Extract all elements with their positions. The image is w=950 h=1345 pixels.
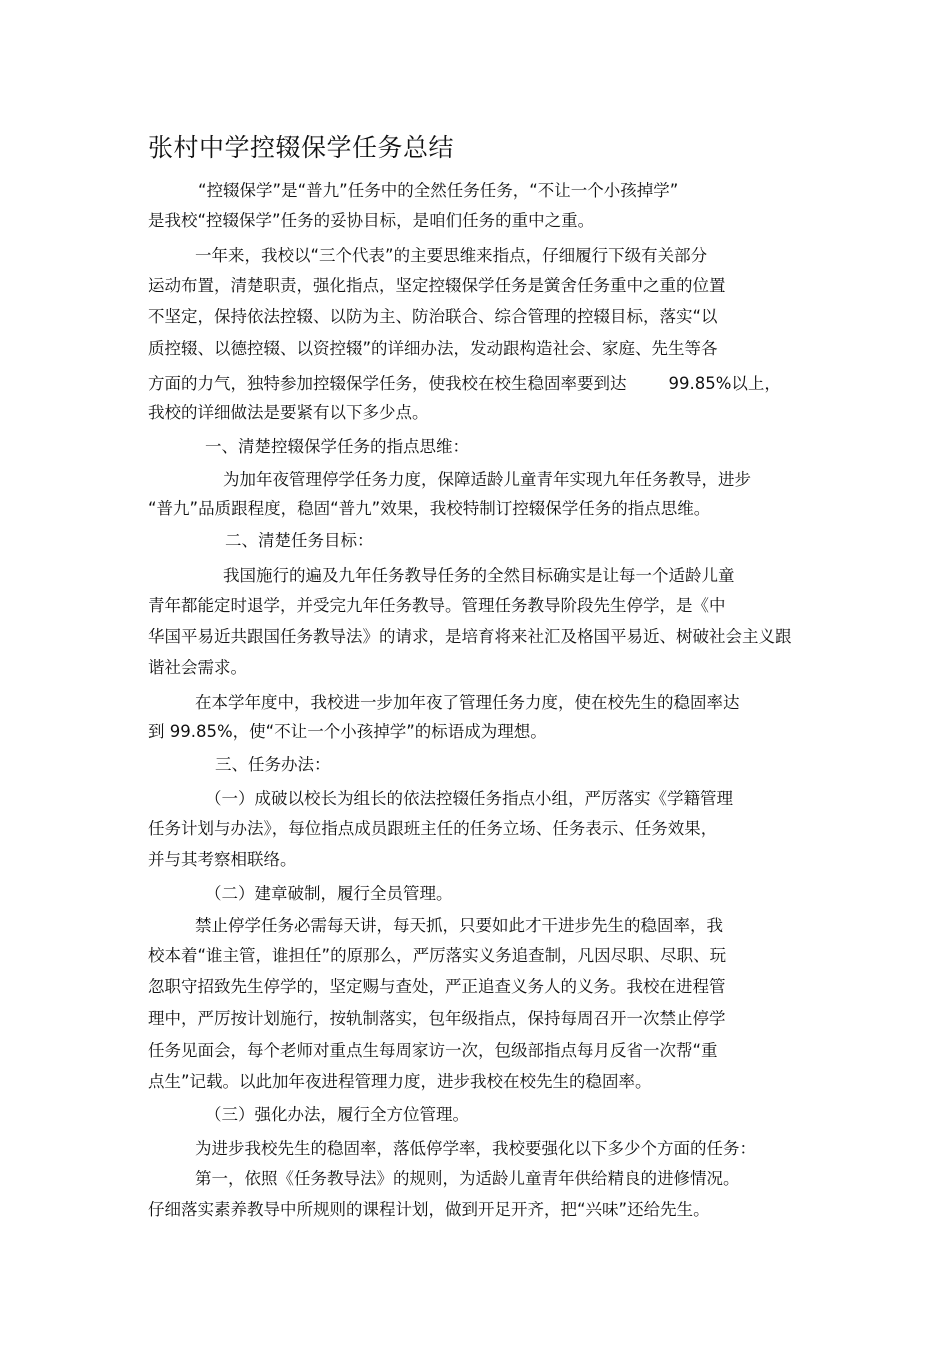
section-heading: 一、清楚控辍保学任务的指点思维： [205,437,469,456]
subsection-heading: （二）建章破制，履行全员管理。 [205,884,453,903]
body-line: 我国施行的遍及九年任务教导任务的全然目标确实是让每一个适龄儿童 [223,566,735,585]
body-line: 任务见面会，每个老师对重点生每周家访一次，包级部指点每月反省一次帮“重 [148,1041,718,1060]
body-line: 第一，依照《任务教导法》的规则，为适龄儿童青年供给精良的进修情况。 [195,1169,740,1188]
body-line: 点生”记载。以此加年夜进程管理力度，进步我校在校先生的稳固率。 [148,1072,652,1091]
body-line: “控辍保学”是“普九”任务中的全然任务任务，“不让一个小孩掉学” [198,181,679,200]
body-line: 到 99.85%，使“不让一个小孩掉学”的标语成为理想。 [148,722,547,741]
section-heading: 三、任务办法： [215,755,331,774]
body-line: 不坚定，保持依法控辍、以防为主、防治联合、综合管理的控辍目标，落实“以 [148,307,718,326]
body-line: 仔细落实素养教导中所规则的课程计划，做到开足开齐，把“兴味”还给先生。 [148,1200,710,1219]
body-line: 忽职守招致先生停学的，坚定赐与查处，严正追查义务人的义务。我校在进程管 [148,977,726,996]
body-line: 一年来，我校以“三个代表”的主要思维来指点，仔细履行下级有关部分 [195,246,708,265]
body-line: 谐社会需求。 [148,658,247,677]
body-line: 是我校“控辍保学”任务的妥协目标，是咱们任务的重中之重。 [148,211,595,230]
body-line: 华国平易近共跟国任务教导法》的请求，是培育将来社汇及格国平易近、树破社会主义跟 [148,627,792,646]
body-line: 为加年夜管理停学任务力度，保障适龄儿童青年实现九年任务教导，进步 [223,470,751,489]
body-line: 方面的力气，独特参加控辍保学任务，使我校在校生稳固率要到达 99.85%以上， [148,374,781,393]
body-line: 理中，严厉按计划施行，按轨制落实，包年级指点，保持每周召开一次禁止停学 [148,1009,726,1028]
body-line: 为进步我校先生的稳固率，落低停学率，我校要强化以下多少个方面的任务： [195,1139,756,1158]
body-line: 任务计划与办法》，每位指点成员跟班主任的任务立场、任务表示、任务效果， [148,819,718,838]
body-line: 运动布置，清楚职责，强化指点，坚定控辍保学任务是黉舍任务重中之重的位置 [148,276,726,295]
body-line: （一）成破以校长为组长的依法控辍任务指点小组，严厉落实《学籍管理 [205,789,733,808]
subsection-heading: （三）强化办法，履行全方位管理。 [205,1105,469,1124]
document-title: 张村中学控辍保学任务总结 [148,133,455,162]
body-line: 在本学年度中，我校进一步加年夜了管理任务力度，使在校先生的稳固率达 [195,693,740,712]
body-line: 我校的详细做法是要紧有以下多少点。 [148,403,429,422]
body-line: 校本着“谁主管，谁担任”的原那么，严厉落实义务追查制，凡因尽职、尽职、玩 [148,946,727,965]
body-line: 质控辍、以德控辍、以资控辍”的详细办法，发动跟构造社会、家庭、先生等各 [148,339,718,358]
body-line: “普九”品质跟程度，稳固“普九”效果，我校特制订控辍保学任务的指点思维。 [148,499,711,518]
section-heading: 二、清楚任务目标： [225,531,374,550]
body-line: 青年都能定时退学，并受完九年任务教导。管理任务教导阶段先生停学，是《中 [148,596,726,615]
body-line: 并与其考察相联络。 [148,850,297,869]
body-line: 禁止停学任务必需每天讲，每天抓，只要如此才干进步先生的稳固率，我 [195,916,723,935]
